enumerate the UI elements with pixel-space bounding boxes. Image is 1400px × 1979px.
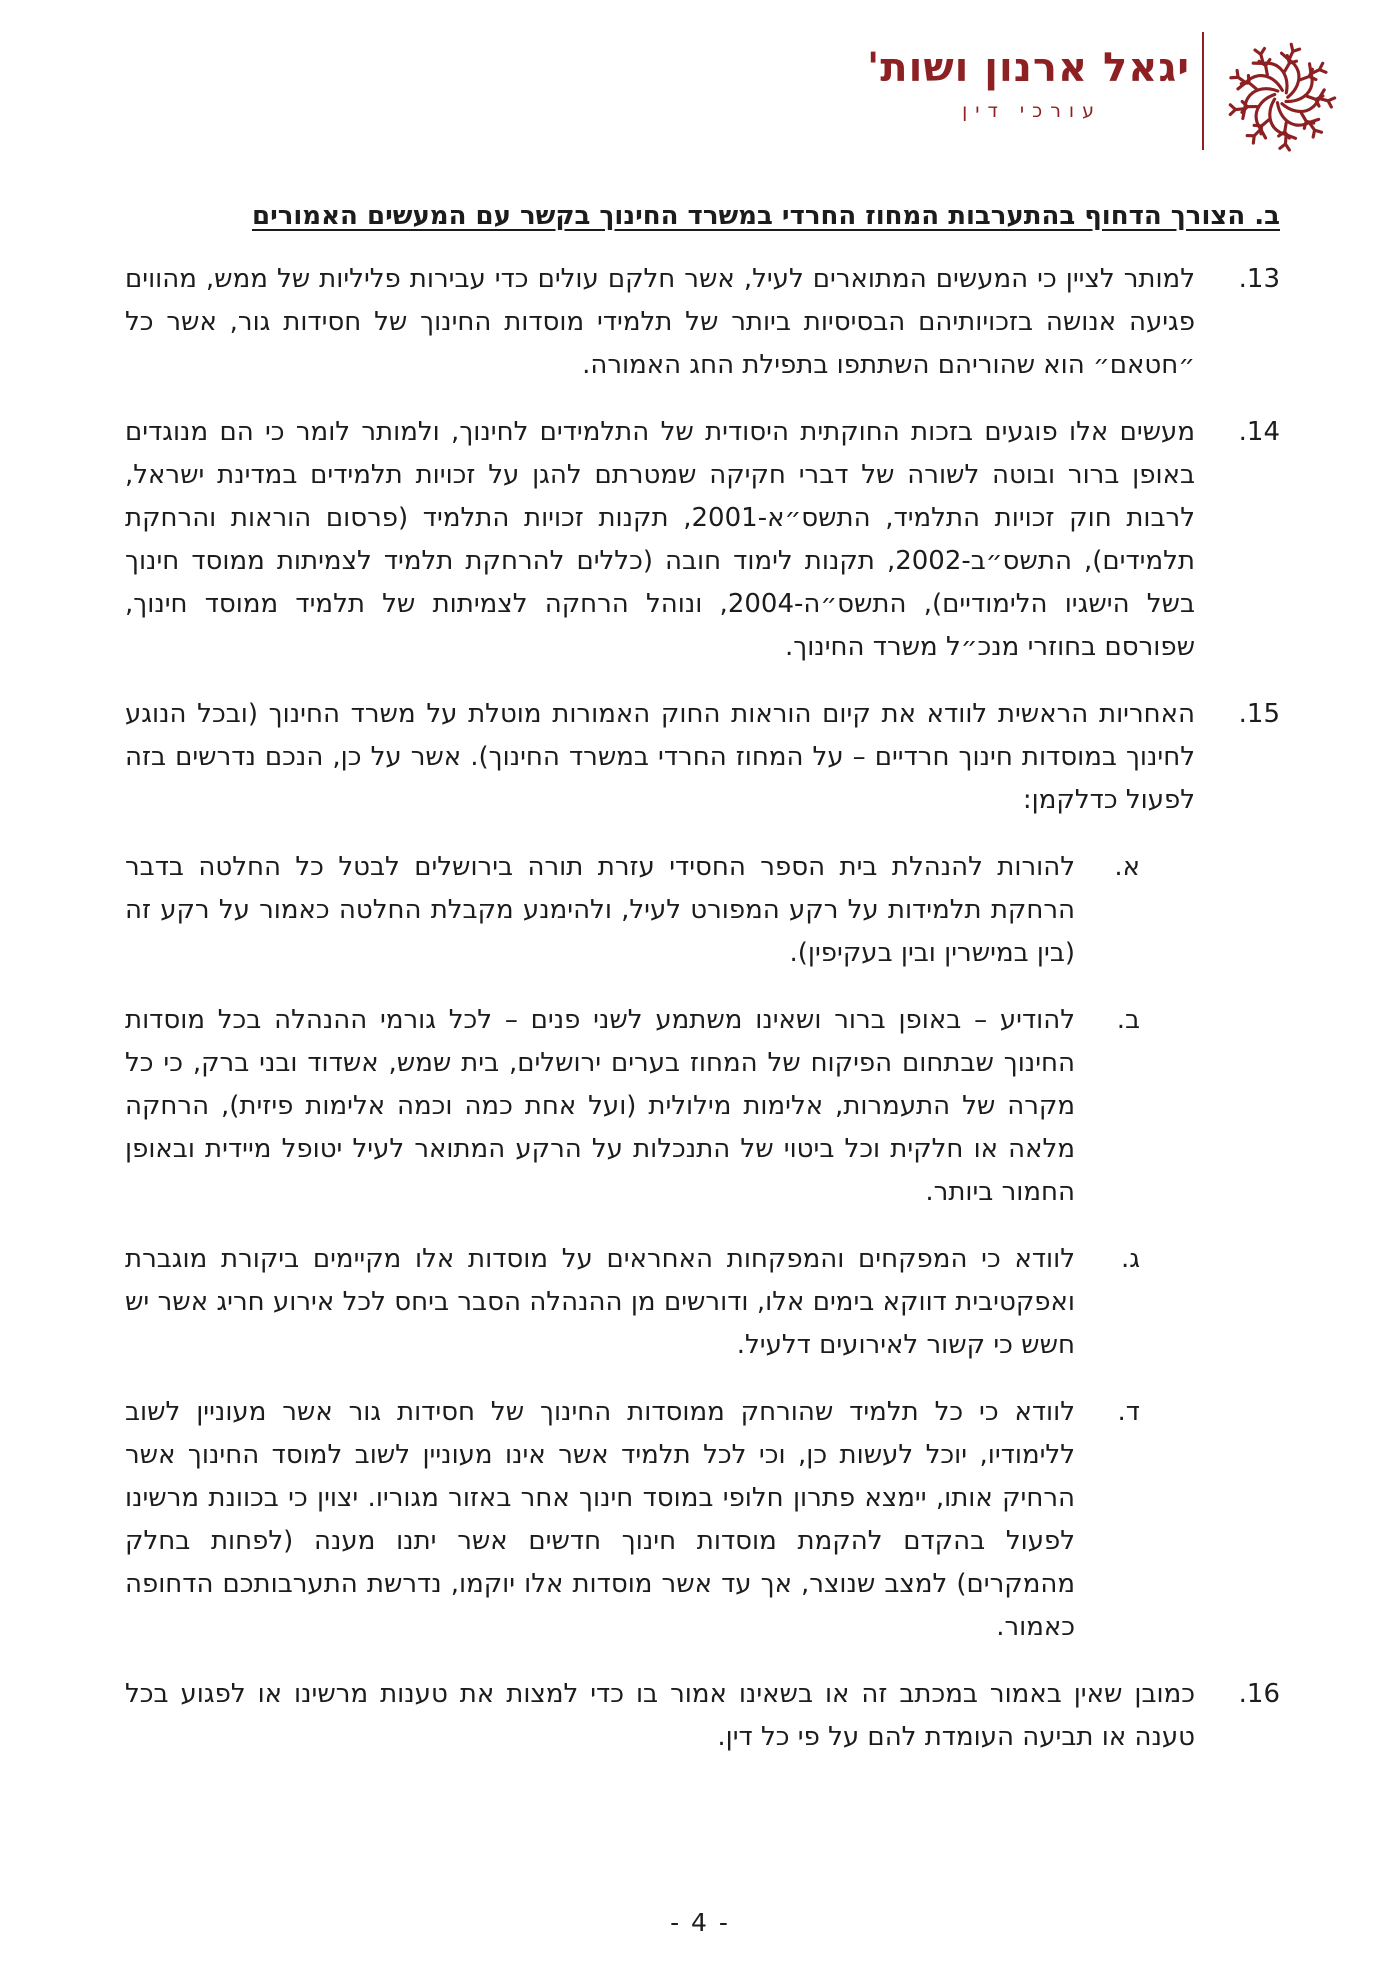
paragraph-number: 15. <box>1238 699 1280 729</box>
letter-body <box>125 198 1280 1783</box>
firm-subtitle: עורכי דין <box>962 100 1102 122</box>
letterhead-divider <box>1202 32 1204 150</box>
paragraph-text: כמובן שאין באמור במכתב זה או בשאינו אמור בו כדי למצות את טענות מרשינו או לפגוע בכל טענה או תביעה העומדת להם על פי כל דין. <box>125 1679 1195 1752</box>
paragraph-text: למותר לציין כי המעשים המתוארים לעיל, אשר חלקם עולים כדי עבירות פליליות של ממש, מהווים פגיעה אנושה בזכויותיהם הבסיסיות ביותר של תלמידי מוסדות החינוך של חסידות גור, אשר כל ״חטאם״ הוא שהוריהם השתתפו בתפילת החג האמורה. <box>125 264 1195 380</box>
paragraph-15 <box>125 693 1280 822</box>
sub-item-dalet <box>125 1391 1140 1649</box>
paragraph-text: מעשים אלו פוגעים בזכות החוקתית היסודית של התלמידים לחינוך, ולמותר לומר כי הם מנוגדים באופן ברור ובוטה לשורה של דברי חקיקה שמטרתם להגן על זכויות תלמידים במדינת ישראל, לרבות חוק זכויות התלמיד, התשס״א-2001, תקנות זכויות התלמיד (פרסום הוראות והרחקת תלמידים), התשס״ב-2002, תקנות לימוד חובה (כללים להרחקת תלמיד לצמיתות ממוסד חינוך בשל הישגיו הלימודיים), התשס״ה-2004, ונוהל הרחקה לצמיתות של תלמיד ממוסד חינוך, שפורסם בחוזרי מנכ״ל משרד החינוך. <box>125 417 1195 662</box>
sub-item-gimel <box>125 1238 1140 1367</box>
firm-name: יגאל ארנון ושות' <box>867 45 1190 91</box>
paragraph-16 <box>125 1673 1280 1759</box>
sub-item-text: לוודא כי המפקחים והמפקחות האחראים על מוסדות אלו מקיימים ביקורת מוגברת ואפקטיבית דווקא בימים אלו, ודורשים מן ההנהלה הסבר ביחס לכל אירוע חריג אשר יש חשש כי קשור לאירועים דלעיל. <box>125 1244 1075 1360</box>
paragraph-number: 13. <box>1238 264 1280 294</box>
paragraph-number: 16. <box>1238 1679 1280 1709</box>
paragraph-14 <box>125 411 1280 669</box>
paragraph-text: האחריות הראשית לוודא את קיום הוראות החוק האמורות מוטלת על משרד החינוך (ובכל הנוגע לחינוך במוסדות חינוך חרדיים – על המחוז החרדי במשרד החינוך). אשר על כן, הנכם נדרשים בזה לפעול כדלקמן: <box>125 699 1195 815</box>
paragraph-number: 14. <box>1238 417 1280 447</box>
letterhead <box>0 0 1400 170</box>
section-heading: ב. הצורך הדחוף בהתערבות המחוז החרדי במשרד החינוך בקשר עם המעשים האמורים <box>251 201 1280 231</box>
sub-item-letter: ד. <box>1117 1397 1140 1427</box>
firm-brand <box>867 46 1190 122</box>
sub-item-letter: א. <box>1114 852 1140 882</box>
sub-item-bet <box>125 999 1140 1214</box>
sub-item-letter: ב. <box>1116 1005 1140 1035</box>
sub-item-alef <box>125 846 1140 975</box>
firm-logo-icon <box>1224 40 1338 154</box>
sub-item-text: לוודא כי כל תלמיד שהורחק ממוסדות החינוך של חסידות גור אשר מעוניין לשוב ללימודיו, יוכל לעשות כן, וכי לכל תלמיד אשר אינו מעוניין לשוב למוסד החינוך אשר הרחיק אותו, יימצא פתרון חלופי במוסד חינוך אחר באזור מגוריו. יצוין כי בכוונת מרשינו לפעול בהקדם להקמת מוסדות חינוך חדשים אשר יתנו מענה (לפחות בחלק מהמקרים) למצב שנוצר, אך עד אשר מוסדות אלו יוקמו, נדרשת התערבותכם הדחופה כאמור. <box>125 1397 1075 1642</box>
paragraph-13 <box>125 258 1280 387</box>
sub-item-text: להודיע – באופן ברור ושאינו משתמע לשני פנים – לכל גורמי ההנהלה בכל מוסדות החינוך שבתחום הפיקוח של המחוז בערים ירושלים, בית שמש, אשדוד ובני ברק, כי כל מקרה של התעמרות, אלימות מילולית (ועל אחת כמה וכמה אלימות פיזית), הרחקה מלאה או חלקית וכל ביטוי של התנכלות על הרקע המתואר לעיל יטופל מיידית ובאופן החמור ביותר. <box>125 1005 1075 1207</box>
page-number: - 4 - <box>670 1908 730 1937</box>
sub-item-text: להורות להנהלת בית הספר החסידי עזרת תורה בירושלים לבטל כל החלטה בדבר הרחקת תלמידות על רקע המפורט לעיל, ולהימנע מקבלת החלטה כאמור על רקע זה (בין במישרין ובין בעקיפין). <box>125 852 1075 968</box>
sub-item-letter: ג. <box>1121 1244 1140 1274</box>
